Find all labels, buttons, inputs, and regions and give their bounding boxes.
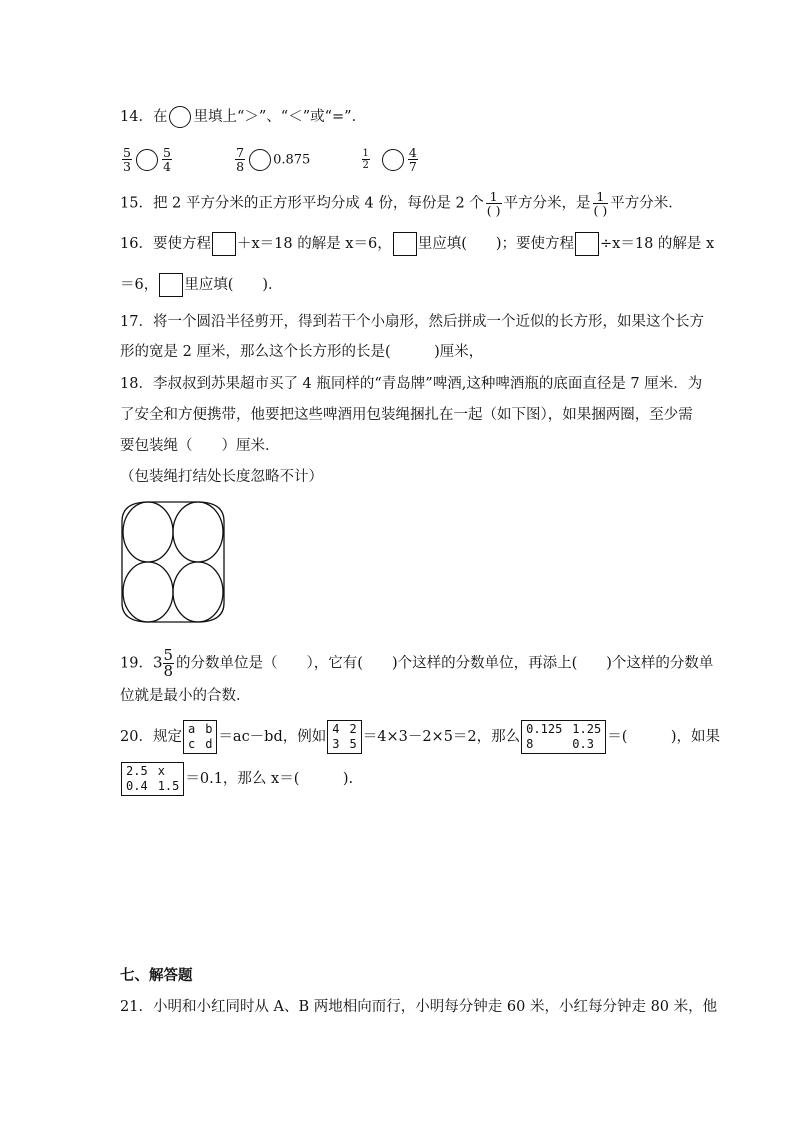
bottle-circle bbox=[173, 562, 223, 622]
answer-box[interactable] bbox=[393, 232, 417, 256]
bottle-circle bbox=[123, 502, 173, 562]
answer-box[interactable] bbox=[575, 232, 599, 256]
answer-circle[interactable] bbox=[382, 149, 404, 171]
section-title: 七、解答题 bbox=[120, 968, 193, 984]
fraction: $\frac{5}{3}$ bbox=[123, 145, 131, 174]
determinant-box: 4 2 3 5 bbox=[327, 720, 361, 754]
determinant-box: a b c d bbox=[183, 720, 217, 754]
fraction: $\frac{4}{7}$ bbox=[408, 145, 417, 174]
determinant-box: 0.125 1.25 8 0.3 bbox=[521, 720, 606, 754]
q14-prompt: 14．在 里填上“＞”、“＜”或“=”． bbox=[120, 106, 366, 128]
q17-line2: 形的宽是 2 厘米，那么这个长方形的长是( )厘米， bbox=[120, 344, 484, 360]
q19-line1: 19．3 $\frac{5}{8}$ 的分数单位是（ ），它有( )个这样的分数单位，再添上( )个这样的分数单 bbox=[120, 646, 714, 680]
string-outline bbox=[122, 502, 224, 622]
answer-box[interactable] bbox=[212, 232, 236, 256]
fraction: $\frac{5}{4}$ bbox=[162, 145, 171, 174]
answer-box[interactable] bbox=[159, 273, 183, 297]
compare-circle-icon bbox=[169, 106, 191, 128]
q14-items: $\frac{5}{3}$ $\frac{5}{4}$ $\frac{7}{8}$ 0.875 $\frac{1}{2}$ $\frac{4}{7}$ bbox=[123, 145, 417, 174]
answer-circle[interactable] bbox=[136, 149, 158, 171]
q16-line1: 16．要使方程 ＋x＝18 的解是 x＝6， 里应填( )；要使方程 ÷x＝18 的解是 x bbox=[120, 232, 714, 256]
q15: 15．把 2 平方分米的正方形平均分成 4 份，每份是 2 个 $\frac{1}{( )}$ 平方分米，是 $\frac{1}{( )}$ 平方分米． bbox=[120, 189, 683, 218]
q18-line2: 了安全和方便携带，他要把这些啤酒用包装绳捆扎在一起（如下图），如果捆两圈，至少需 bbox=[120, 407, 693, 423]
q20-line2: 2.5 x 0.4 1.5 ＝0.1，那么 x＝( ). bbox=[120, 762, 353, 796]
fraction-blank[interactable]: $\frac{1}{( )}$ bbox=[593, 189, 608, 218]
q16-line2: ＝6， 里应填( )． bbox=[120, 273, 283, 297]
determinant-box: 2.5 x 0.4 1.5 bbox=[121, 762, 184, 796]
answer-circle[interactable] bbox=[249, 149, 271, 171]
fraction: $\frac{1}{2}$ bbox=[362, 148, 369, 171]
q17-line1: 17．将一个圆沿半径剪开，得到若干个小扇形，然后拼成一个近似的长方形，如果这个长方 bbox=[120, 314, 704, 330]
bottle-circle bbox=[123, 562, 173, 622]
q18-note: （包装绳打结处长度忽略不计） bbox=[120, 469, 323, 485]
q19-line2: 位就是最小的合数． bbox=[120, 688, 251, 704]
mixed-fraction: $\frac{5}{8}$ bbox=[163, 646, 174, 680]
q18-line1: 18．李叔叔到苏果超市买了 4 瓶同样的“青岛牌”啤酒,这种啤酒瓶的底面直径是 7 厘米．为 bbox=[120, 376, 703, 392]
q18-line3: 要包装绳（ ）厘米． bbox=[120, 438, 280, 454]
bottles-diagram bbox=[118, 499, 228, 625]
bottle-circle bbox=[173, 502, 223, 562]
fraction-blank[interactable]: $\frac{1}{( )}$ bbox=[486, 189, 501, 218]
q21-line1: 21．小明和小红同时从 A、B 两地相向而行，小明每分钟走 60 米，小红每分钟走 80 米，他 bbox=[120, 999, 718, 1015]
q20-line1: 20．规定 a b c d ＝ac－bd，例如 4 2 3 5 ＝4×3－2×5＝2，那么 0.125 1.25 8 0.3 ＝( )，如果 bbox=[120, 720, 720, 754]
fraction: $\frac{7}{8}$ bbox=[236, 145, 245, 174]
